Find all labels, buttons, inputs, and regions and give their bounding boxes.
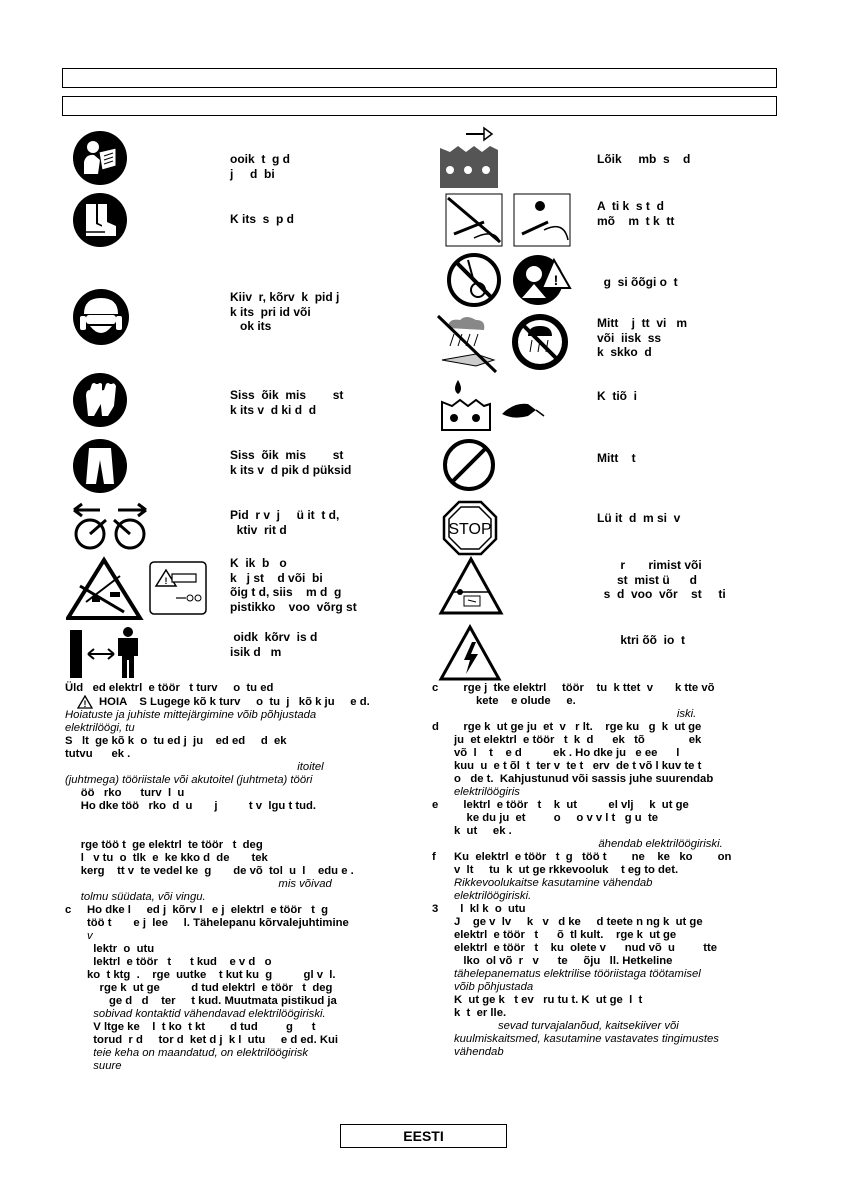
svg-text:!: ! [83,699,87,709]
symbol-label-cutting-direction: Lõik mb s d [597,152,691,166]
text-line: Üld ed elektrl e töör t turv o tu ed [65,682,274,694]
text-line: elektrilöögi, tu [65,722,135,734]
text-line: kuu u e t õl t ter v te t erv de t võ l kuv te t [454,760,702,772]
text-line: K ut ge k t ev ru tu t. K ut ge l t [454,994,643,1006]
text-line: sobivad kontaktid vähendavad elektrilöögiriski. [87,1008,326,1020]
symbol-label-rotation: Pid r v j ü it t d, ktiv rit d [230,508,340,537]
item-number: f [432,851,436,863]
no-touching-blade-icon [446,252,574,308]
text-line [432,903,782,916]
warning-text: HOIA S Lugege kõ k turv o tu j kõ k ju e d. [99,695,370,708]
item-text: rge j tke elektrl töör tu k ttet v k tte võ [454,682,715,694]
language-footer: EESTI [340,1124,507,1148]
safety-text-right-column [432,682,782,1059]
symbol-label-safety-boots: K its s p d [230,212,295,226]
text-line: rge töö t ge elektrl te töör t deg [65,839,263,851]
item-text: Ho dke l ed j kõrv l e j elektrl e töör t g [87,904,329,916]
text-line [432,851,782,864]
text-line [65,826,415,839]
symbol-label-chain-oil: K tiõ i [597,389,637,403]
text-line [65,904,415,917]
unplug-before-maintenance-icon [438,556,504,616]
symbol-label-kickback: A ti k s t d mõ m t k tt [597,199,675,228]
read-manual-icon [72,130,128,186]
svg-text:!: ! [553,272,559,288]
prohibited-icon [442,438,496,492]
safety-boots-icon [72,192,128,248]
text-line: k ut ek . [454,825,512,837]
item-number: c [65,904,72,916]
item-text: Ku elektrl e töör t g töö t ne ke ko on [454,851,732,863]
text-line [432,682,782,695]
text-line: v [87,930,93,942]
text-line: itoitel [65,761,324,773]
text-line [432,721,782,734]
text-line: elektrl e töör t õ tl kult. rge k ut ge [454,929,677,941]
item-number: 3 [432,903,439,915]
symbol-label-prohibited: Mitt t [597,451,636,465]
text-line: ge d d ter t kud. Muutmata pistikud ja [87,995,337,1007]
text-line: sevad turvajalanõud, kaitsekiiver või [454,1020,679,1032]
text-line: tähelepanematus elektrilise tööriistaga töötamisel [454,968,701,980]
text-line: vähendab [454,1046,504,1058]
text-line: V ltge ke l t ko t kt d tud g t [87,1021,316,1033]
item-number: c [432,682,439,694]
safety-text-left-column [65,682,415,1073]
text-line: lektr o utu [87,943,155,955]
text-line: elektrilöögiris [454,786,520,798]
text-line: l v tu o tlk e ke kko d de tek [65,852,268,864]
symbol-label-gloves: Siss õik mis st k its v d ki d d [230,388,344,417]
text-line: k t er lle. [454,1007,507,1019]
stop-icon [442,500,498,556]
helmet-visor-earmuffs-icon [72,288,130,346]
text-line: teie keha on maandatud, on elektrilöögirisk [87,1047,309,1059]
protective-gloves-icon [72,372,128,428]
text-line: suure [87,1060,122,1072]
text-line: töö t e j lee l. Tähelepanu kõrvalejuhtimine [87,917,349,929]
chain-oil-icon [438,376,568,432]
text-line: ähendab elektrilöögiriski. [454,838,723,850]
item-text: l kl k o utu [454,903,526,915]
text-line: Hoiatuste ja juhiste mittejärgimine võib põhjustada [65,709,317,721]
text-line: torud r d tor d ket d j k l utu e d ed. Kui [87,1034,339,1046]
text-line: ke du ju et o o v v l t g u te [454,812,659,824]
text-line [65,695,415,709]
keep-distance-icon [66,624,146,680]
text-line: v lt tu k ut ge rkkevooluk t eg to det. [454,864,679,876]
svg-text:!: ! [164,576,168,586]
text-line: tolmu süüdata, või vingu. [65,891,206,903]
text-line: võ l t e d ek . Ho dke ju e ee l [454,747,680,759]
symbol-label-cable-damage: K ik b o k j st d või bi õig t d, siis m d g pistikko voo võrg st [230,556,357,614]
svg-text:STOP: STOP [448,521,492,538]
rotation-direction-icon [66,500,156,552]
cutting-direction-icon [436,126,502,192]
header-box-2 [62,96,777,116]
text-line: kete e olude e. [454,695,576,707]
text-line: iski. [454,708,697,720]
text-line: kuulmiskaitsmed, kasutamine vastavates tingimustes [454,1033,719,1045]
text-line [432,799,782,812]
symbol-label-helmet: Kiiv r, kõrv k pid j k its pri id või ok its [230,290,340,333]
text-line: rge k ut ge d tud elektrl e töör t deg [87,982,333,994]
text-line: (juhtmega) tööriistale või akutoitel (juhtmeta) tööri [65,774,313,786]
item-text: lektrl e töör t k ut el vlj k ut ge [454,799,689,811]
text-line: lektrl e töör t t kud e v d o [87,956,272,968]
symbol-label-keep-distance: oidk kõrv is d isik d m [230,630,318,659]
electric-shock-icon [438,624,502,682]
text-line: Rikkevoolukaitse kasutamine vähendab [454,877,653,889]
symbol-label-trousers: Siss õik mis st k its v d pik d püksid [230,448,352,477]
symbol-label-stop: Lü it d m si v [597,511,681,525]
text-line: tutvu ek . [65,748,131,760]
symbol-label-read-manual: ooik t g d j d bi [230,152,290,181]
text-line: öö rko turv l u [65,787,185,799]
text-line: kerg tt v te vedel ke g de võ tol u l edu e . [65,865,354,877]
warning-triangle-icon [77,695,93,709]
text-line: S lt ge kõ k o tu ed j ju ed ed d ek [65,735,287,747]
symbol-label-no-touching: g si õõgi o t [597,275,678,289]
item-text: rge k ut ge ju et v r lt. rge ku g k ut ge [454,721,702,733]
text-line: lko ol võ r v te õju ll. Hetkeline [454,955,673,967]
symbol-label-electric-shock: ktri õõ io t [597,633,686,647]
text-line: J ge v lv k v d ke d teete n ng k ut ge [454,916,703,928]
text-line: võib põhjustada [454,981,534,993]
text-line: elektrilöögiriski. [454,890,532,902]
header-box-1 [62,68,777,88]
item-number: e [432,799,439,811]
text-line: mis võivad [65,878,332,890]
symbol-label-unplug: r rimist või st mist ü d s d voo võr st ti [597,558,726,601]
item-number: d [432,721,439,733]
symbol-label-no-rain: Mitt j tt vi m või iisk ss k skko d [597,316,687,359]
text-line: elektrl e töör t ku olete v nud võ u tte [454,942,718,954]
no-rain-use-icon [436,312,576,374]
text-line [65,813,415,826]
text-line: o de t. Kahjustunud või sassis juhe suurendab [454,773,714,785]
text-line: ko t ktg . rge uutke t kut ku g gl v l. [87,969,336,981]
text-line: Ho dke töö rko d u j t v lgu t tud. [65,800,317,812]
kickback-warning-icon [444,192,574,248]
cable-damage-unplug-icon [66,556,214,622]
protective-trousers-icon [72,438,128,494]
text-line: ju et elektrl e töör t k d ek tõ ek [454,734,702,746]
